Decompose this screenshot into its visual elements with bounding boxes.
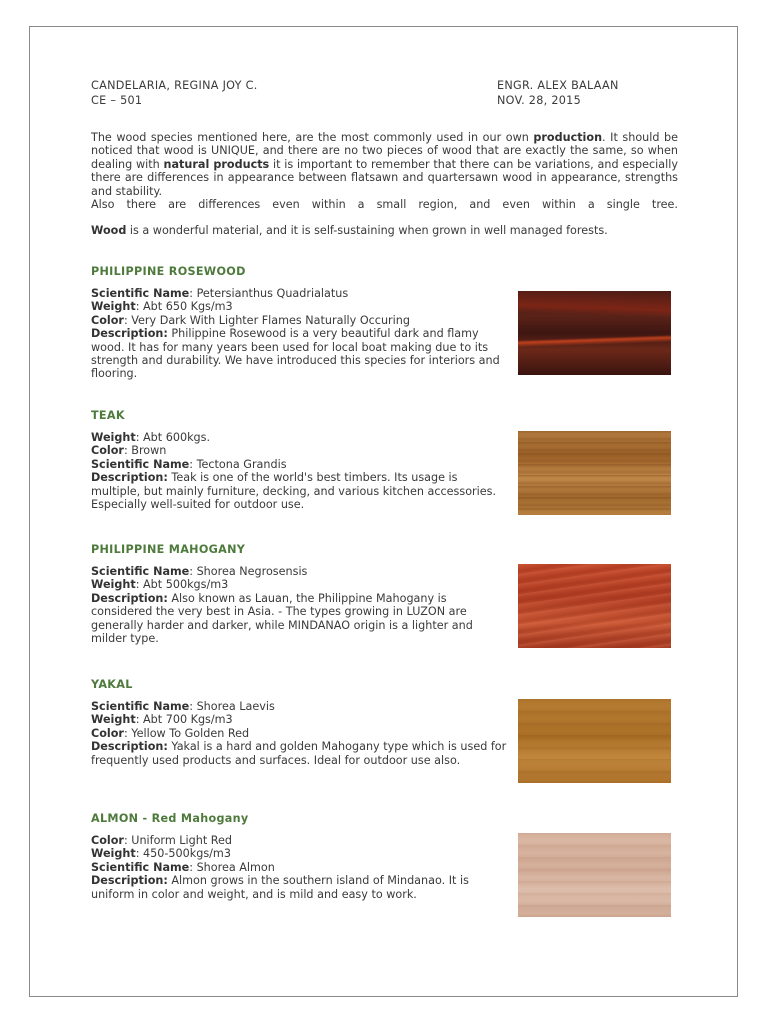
description-label: Description:	[91, 327, 168, 341]
wood-section-philippine-mahogany	[91, 543, 681, 645]
color-line	[91, 444, 509, 457]
weight-label: Weight	[91, 431, 136, 444]
mahogany-sample-image	[518, 564, 671, 648]
intro-text-segment: it is important to remember that there can be variations, and especially there are differences in appearance between flatsawn and quartersawn wood in appearance, strengths and stability.	[91, 157, 678, 198]
intro-text-segment: is a wonderful material, and it is self-sustaining when grown in well managed forests.	[126, 224, 608, 238]
weight-value: : 450-500kgs/m3	[135, 847, 231, 861]
header-right	[497, 79, 619, 108]
description-value: Yakal is a hard and golden Mahogany type which is used for frequently used products and surfaces. Ideal for outdoor use also.	[91, 740, 507, 767]
section-title: TEAK	[91, 409, 125, 422]
weight-line	[91, 431, 509, 444]
color-value: : Yellow To Golden Red	[123, 726, 250, 740]
weight-value: : Abt 500kgs/m3	[135, 578, 229, 592]
color-value: : Uniform Light Red	[123, 834, 233, 847]
scientific-name-line	[91, 287, 509, 300]
color-label: Color	[91, 726, 124, 740]
description-label: Description:	[91, 591, 168, 605]
wood-details	[91, 287, 509, 381]
scientific-name-line	[91, 565, 509, 578]
weight-line	[91, 713, 509, 726]
color-label: Color	[91, 444, 124, 458]
intro-paragraph-2: Also there are differences even within a small region, and even within a single tree.	[91, 198, 678, 212]
wood-details	[91, 565, 509, 645]
wood-section-almon	[91, 812, 681, 901]
scientific-name-label: Scientific Name	[91, 565, 190, 578]
weight-value: : Abt 650 Kgs/m3	[135, 300, 233, 314]
scientific-name-label: Scientific Name	[91, 287, 190, 300]
weight-value: : Abt 600kgs.	[135, 431, 211, 444]
intro-paragraph-3	[91, 224, 678, 237]
weight-label: Weight	[91, 847, 136, 861]
description-value: Almon grows in the southern island of Mindanao. It is uniform in color and weight, and is mild and easy to work.	[91, 874, 469, 901]
color-line	[91, 727, 509, 740]
weight-line	[91, 578, 509, 591]
scientific-name-line	[91, 458, 509, 471]
description-label: Description:	[91, 874, 168, 888]
wood-section-philippine-rosewood	[91, 265, 681, 381]
scientific-name-line	[91, 861, 509, 874]
color-label: Color	[91, 834, 124, 847]
teak-sample-image	[518, 431, 671, 515]
description-line	[91, 874, 509, 901]
weight-value: : Abt 700 Kgs/m3	[135, 713, 233, 727]
description-line	[91, 592, 509, 646]
description-value: Philippine Rosewood is a very beautiful dark and flamy wood. It has for many years been used for local boat making due to its strength and durability. We have introduced this species for interiors and flooring.	[91, 327, 500, 381]
wood-details	[91, 834, 509, 901]
date: NOV. 28, 2015	[497, 93, 582, 107]
wood-details	[91, 431, 509, 511]
intro-text-segment: The wood species mentioned here, are the most commonly used in our own	[91, 131, 534, 144]
intro-text	[91, 131, 678, 238]
wood-section-yakal	[91, 678, 681, 767]
wood-details	[91, 700, 509, 767]
description-label: Description:	[91, 471, 168, 485]
header-left	[91, 79, 258, 108]
color-value: : Very Dark With Lighter Flames Naturally Occuring	[123, 313, 410, 327]
scientific-name-value: : Shorea Laevis	[189, 700, 275, 713]
wood-section-teak	[91, 409, 681, 511]
rosewood-sample-image	[518, 291, 671, 375]
intro-bold-natural-products: natural products	[163, 157, 270, 171]
weight-line	[91, 847, 509, 860]
instructor-name: ENGR. ALEX BALAAN	[497, 79, 619, 92]
student-name: CANDELARIA, REGINA JOY C.	[91, 79, 258, 92]
section-title: PHILIPPINE MAHOGANY	[91, 543, 246, 556]
intro-bold-production: production	[533, 131, 603, 144]
description-line	[91, 471, 509, 511]
course: CE – 501	[91, 93, 143, 107]
description-value: Also known as Lauan, the Philippine Mahogany is considered the very best in Asia. - The types growing in LUZON are generally harder and darker, while MINDANAO origin is a lighter and milder type.	[91, 591, 473, 646]
section-title: PHILIPPINE ROSEWOOD	[91, 265, 246, 278]
description-value: Teak is one of the world's best timbers. Its usage is multiple, but mainly furniture, decking, and various kitchen accessories. Especially well-suited for outdoor use.	[91, 471, 497, 512]
scientific-name-label: Scientific Name	[91, 860, 190, 874]
scientific-name-value: : Shorea Negrosensis	[189, 565, 308, 578]
color-label: Color	[91, 313, 124, 327]
section-title: YAKAL	[91, 678, 133, 691]
scientific-name-line	[91, 700, 509, 713]
scientific-name-label: Scientific Name	[91, 457, 190, 471]
weight-line	[91, 300, 509, 313]
color-line	[91, 314, 509, 327]
description-line	[91, 327, 509, 381]
weight-label: Weight	[91, 578, 136, 592]
color-line	[91, 834, 509, 847]
scientific-name-value: : Petersianthus Quadrialatus	[189, 287, 349, 300]
weight-label: Weight	[91, 300, 136, 314]
intro-paragraph-1	[91, 131, 678, 198]
description-label: Description:	[91, 740, 168, 754]
yakal-sample-image	[518, 699, 671, 783]
intro-bold-wood: Wood	[91, 224, 127, 238]
intro-text-segment: . It should be noticed that wood is UNIQUE, and there are no two pieces of wood that are exactly the same, so when dealing with	[91, 131, 679, 171]
almon-sample-image	[518, 833, 671, 917]
weight-label: Weight	[91, 713, 136, 727]
scientific-name-label: Scientific Name	[91, 700, 190, 713]
description-line	[91, 740, 509, 767]
section-title: ALMON - Red Mahogany	[91, 812, 249, 825]
scientific-name-value: : Tectona Grandis	[189, 457, 287, 471]
color-value: : Brown	[123, 444, 167, 458]
scientific-name-value: : Shorea Almon	[189, 860, 275, 874]
